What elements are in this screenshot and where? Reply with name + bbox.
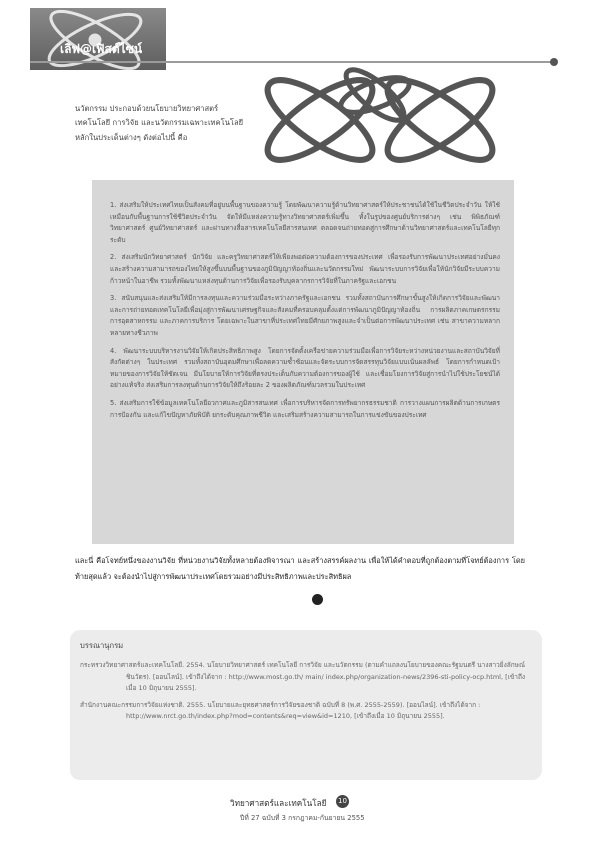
atom-decoration [0,0,595,180]
header-rule-end-dot [550,58,558,66]
atom-left-icon [257,66,384,173]
reference-item-1: กระทรวงวิทยาศาสตร์และเทคโนโลยี. 2554. นโยบายวิทยาศาสตร์ เทคโนโลยี การวิจัย และนวัตกรรม (ตามคำแถลงนโยบายของคณะรัฐมนตรี นางสาวยิ่งลักษณ์ ชินวัตร). [ออนไลน์]. เข้าถึงได้จาก : http://www.most.go.th/ main/ index.php/organization-news/2396-sti-policy-ocp.html, [เข้าถึงเมื่อ 10 มิถุนายน 2555]. [80,661,526,693]
page-number: 10 [336,795,349,808]
policy-item-3: 3. สนับสนุนและส่งเสริมให้มีการลงทุนและความร่วมมือระหว่างภาครัฐและเอกชน รวมทั้งสถาบันการศึกษาขั้นสูงให้เกิดการวิจัยและพัฒนา และการถ่ายทอดเทคโนโลยีเพื่อมุ่งสู่การพัฒนาเศรษฐกิจและสังคมที่ครอบคลุมตั้งแต่การพัฒนาภูมิปัญญาท้องถิ่น การผลิตภาคเกษตรกรรม การอุตสาหกรรม และภาคการบริการ โดยเฉพาะในสาขาที่ประเทศไทยมีศักยภาพสูงและจำเป็นต่อการพัฒนาประเทศ เช่น สาขาความหลากหลายทางชีวภาพ [110,294,500,337]
intro-paragraph: นวัตกรรม ประกอบด้วยนโยบายวิทยาศาสตร์ เทคโนโลยี การวิจัย และนวัตกรรมเฉพาะเทคโนโลยีหลักในประเด็นต่างๆ ดังต่อไปนี้ คือ [75,104,244,142]
end-of-article-icon [312,594,323,605]
closing-paragraph: และนี่ คือโจทย์หนึ่งของงานวิจัย ที่หน่วยงานวิจัยทั้งหลายต้องพิจารณา และสร้างสรรค์ผลงาน เพื่อให้ได้คำตอบที่ถูกต้องตามที่โจทย์ต้องการ โดยท้ายสุดแล้ว จะต้องนำไปสู่การพัฒนาประเทศโดยรวมอย่างมีประสิทธิภาพและประสิทธิผล [75,556,525,581]
policy-box [92,180,514,544]
footer-magazine-title: วิทยาศาสตร์และเทคโนโลยี [230,798,327,808]
references-title: บรรณานุกรม [80,641,124,650]
policy-item-5: 5. ส่งเสริมการใช้ข้อมูลเทคโนโลยีอวกาศและภูมิสารสนเทศ เพื่อการบริหารจัดการทรัพยากรธรรมชาติ การวางแผนการผลิตด้านการเกษตร การป้องกัน และแก้ไขปัญหาภัยพิบัติ ยกระดับคุณภาพชีวิต และเสริมสร้างความสามารถในการแข่งขันของประเทศ [110,398,500,419]
policy-item-2: 2. ส่งเสริมนักวิทยาศาสตร์ นักวิจัย และครูวิทยาศาสตร์ให้เพียงพอต่อความต้องการของประเทศ เพื่อรองรับการพัฒนาประเทศอย่างมั่นคง และสร้างความสามารถของไทยให้สูงขึ้นบนพื้นฐานของภูมิปัญญาท้องถิ่นและนวัตกรรมใหม่ พัฒนาระบบการวิจัยเพื่อให้นักวิจัยมีระบบความก้าวหน้าในอาชีพ รวมทั้งพัฒนาแหล่งทุนด้านการวิจัยเพื่อรองรับบุคลากรการวิจัยที่ในภาครัฐและเอกชน [110,253,500,285]
footer-issue-info: ปีที่ 27 ฉบับที่ 3 กรกฎาคม-กันยายน 2555 [240,814,365,822]
reference-item-2: สำนักงานคณะกรรมการวิจัยแห่งชาติ. 2555. นโยบายและยุทธศาสตร์การวิจัยของชาติ ฉบับที่ 8 (พ.ศ. 2555-2559). [ออนไลน์]. เข้าถึงได้จาก : http://www.nrct.go.th/index.php?mod=contents&req=view&id=1210, [เข้าถึงเมื่อ 10 มิถุนายน 2555]. [80,700,481,721]
references-box [70,630,542,780]
section-label: เลิฟ@เฟิสต์ไซน์ [60,42,143,56]
header-rule [30,61,554,63]
policy-item-1: 1. ส่งเสริมให้ประเทศไทยเป็นสังคมที่อยู่บนพื้นฐานของความรู้ โดยพัฒนาความรู้ด้านวิทยาศาสตร์ให้ประชาชนได้ใช้ในชีวิตประจำวัน ให้ใช้เหมือนกับพื้นฐานการใช้ชีวิตประจำวัน จัดให้มีแหล่งความรู้ทางวิทยาศาสตร์เพิ่มขึ้น ทั้งในรูปของศูนย์บริการต่างๆ เช่น พิพิธภัณฑ์วิทยาศาสตร์ ศูนย์วิทยาศาสตร์ และผ่านทางสื่อสารเทคโนโลยีสารสนเทศ ตลอดจนถ่ายทอดสู่การศึกษาด้านวิทยาศาสตร์และเทคโนโลยีทุกระดับ [110,201,500,244]
policy-item-4: 4. พัฒนาระบบบริหารงานวิจัยให้เกิดประสิทธิภาพสูง โดยการจัดตั้งเครือข่ายความร่วมมือเพื่อการวิจัยระหว่างหน่วยงานและสถาบันวิจัยที่สังกัดต่างๆ ในประเทศ รวมทั้งสถาบันอุดมศึกษาเพื่อลดความซ้ำซ้อนและจัดระบบการจัดสรรทุนวิจัยแบบเน้นผลลัพธ์ โดยการกำหนดเป้าหมายของการวิจัยให้ชัดเจน มีนโยบายให้การวิจัยที่ตรงประเด็นกับความต้องการของผู้ใช้ และเชื่อมโยงการวิจัยสู่การนำไปใช้ประโยชน์ได้อย่างแท้จริง ส่งเสริมการลงทุนด้านการวิจัยให้ถึงร้อยละ 2 ของผลิตภัณฑ์มวลรวมในประเทศ [110,346,500,390]
